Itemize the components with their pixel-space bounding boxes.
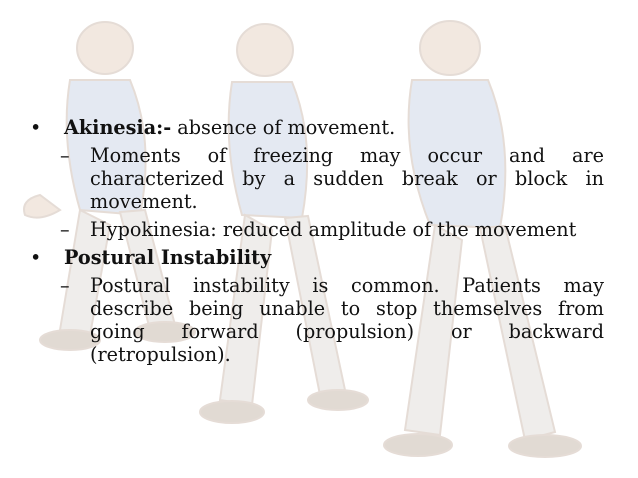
- bullet-akinesia: [30, 116, 604, 139]
- bullet-glyph: •: [30, 116, 42, 139]
- bullet-title: Postural Instability: [64, 246, 272, 269]
- dash-glyph: –: [60, 144, 70, 167]
- subitem-freezing: [30, 144, 604, 213]
- subitem-text: Hypokinesia: reduced amplitude of the movement: [90, 218, 577, 241]
- bullet-title: Akinesia:-: [64, 116, 172, 139]
- dash-glyph: –: [60, 274, 70, 297]
- subitem-hypokinesia: [30, 218, 604, 241]
- bullet-text: absence of movement.: [171, 116, 396, 139]
- subitem-text: Moments of freezing may occur and are characterized by a sudden break or block in movement.: [90, 144, 604, 213]
- subitem-text: Postural instability is common. Patients may describe being unable to stop themselves from going forward (propulsion) or backward (retropulsion).: [90, 274, 604, 366]
- bullet-glyph: •: [30, 246, 42, 269]
- bullet-postural-instability: [30, 246, 604, 269]
- slide-content: [30, 116, 604, 372]
- subitem-postural-description: [30, 274, 604, 366]
- dash-glyph: –: [60, 218, 70, 241]
